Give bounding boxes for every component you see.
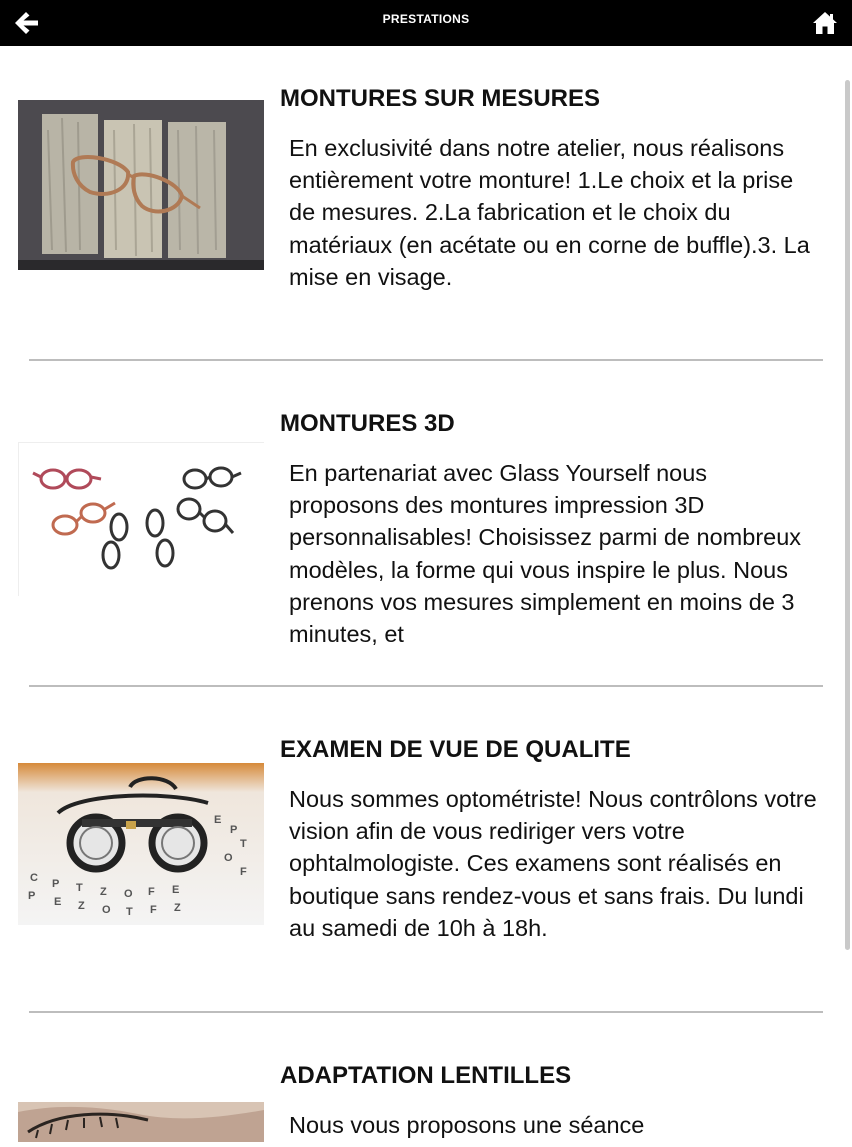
- service-title: ADAPTATION LENTILLES: [280, 1062, 572, 1089]
- service-title: MONTURES 3D: [280, 410, 455, 437]
- service-item[interactable]: [0, 0, 852, 360]
- service-item[interactable]: [0, 360, 852, 686]
- service-title: EXAMEN DE VUE DE QUALITE: [280, 736, 631, 763]
- service-image: [18, 763, 264, 925]
- svg-text:C: C: [30, 872, 38, 884]
- svg-text:Z: Z: [174, 902, 181, 914]
- svg-text:T: T: [76, 882, 83, 894]
- svg-text:P: P: [28, 890, 36, 902]
- svg-text:O: O: [102, 904, 111, 916]
- svg-text:P: P: [52, 878, 60, 890]
- service-item[interactable]: [0, 686, 852, 1012]
- service-image: [18, 100, 264, 284]
- service-description: En exclusivité dans notre atelier, nous réalisons entièrement votre monture! 1.Le choix et la prise de mesures. 2.La fabrication et le choix du matériaux (en acétate ou en corne de buffle).3. La mise en visage.: [289, 135, 810, 290]
- svg-text:P: P: [230, 824, 238, 836]
- svg-text:O: O: [224, 852, 233, 864]
- svg-text:T: T: [126, 906, 133, 918]
- service-title: MONTURES SUR MESURES: [280, 85, 601, 112]
- service-description: Nous vous proposons une séance: [289, 1112, 645, 1138]
- svg-text:F: F: [148, 886, 155, 898]
- svg-text:O: O: [124, 888, 133, 900]
- service-item[interactable]: [0, 1012, 852, 1136]
- svg-text:Z: Z: [100, 886, 107, 898]
- svg-text:F: F: [150, 904, 157, 916]
- svg-text:E: E: [172, 884, 180, 896]
- svg-text:E: E: [214, 814, 222, 826]
- service-description: En partenariat avec Glass Yourself nous proposons des montures impression 3D personnalisables! Choisissez parmi de nombreux modèles, la forme qui vous inspire le plus. Nous prenons vos mesures simplement en moins de 3 minutes, et: [289, 460, 802, 648]
- service-image: [18, 442, 264, 596]
- svg-text:F: F: [240, 866, 247, 878]
- service-description: Nous sommes optométriste! Nous contrôlons votre vision afin de vous rediriger vers votre ophtalmologiste. Ces examens sont réalisés en boutique sans rendez-vous et sans frais. Du lundi au samedi de 10h à 18h.: [289, 786, 817, 941]
- svg-text:T: T: [240, 838, 247, 850]
- page-title: PRESTATIONS: [382, 12, 470, 26]
- svg-text:E: E: [54, 896, 62, 908]
- svg-text:Z: Z: [78, 900, 85, 912]
- service-image: [18, 1102, 264, 1142]
